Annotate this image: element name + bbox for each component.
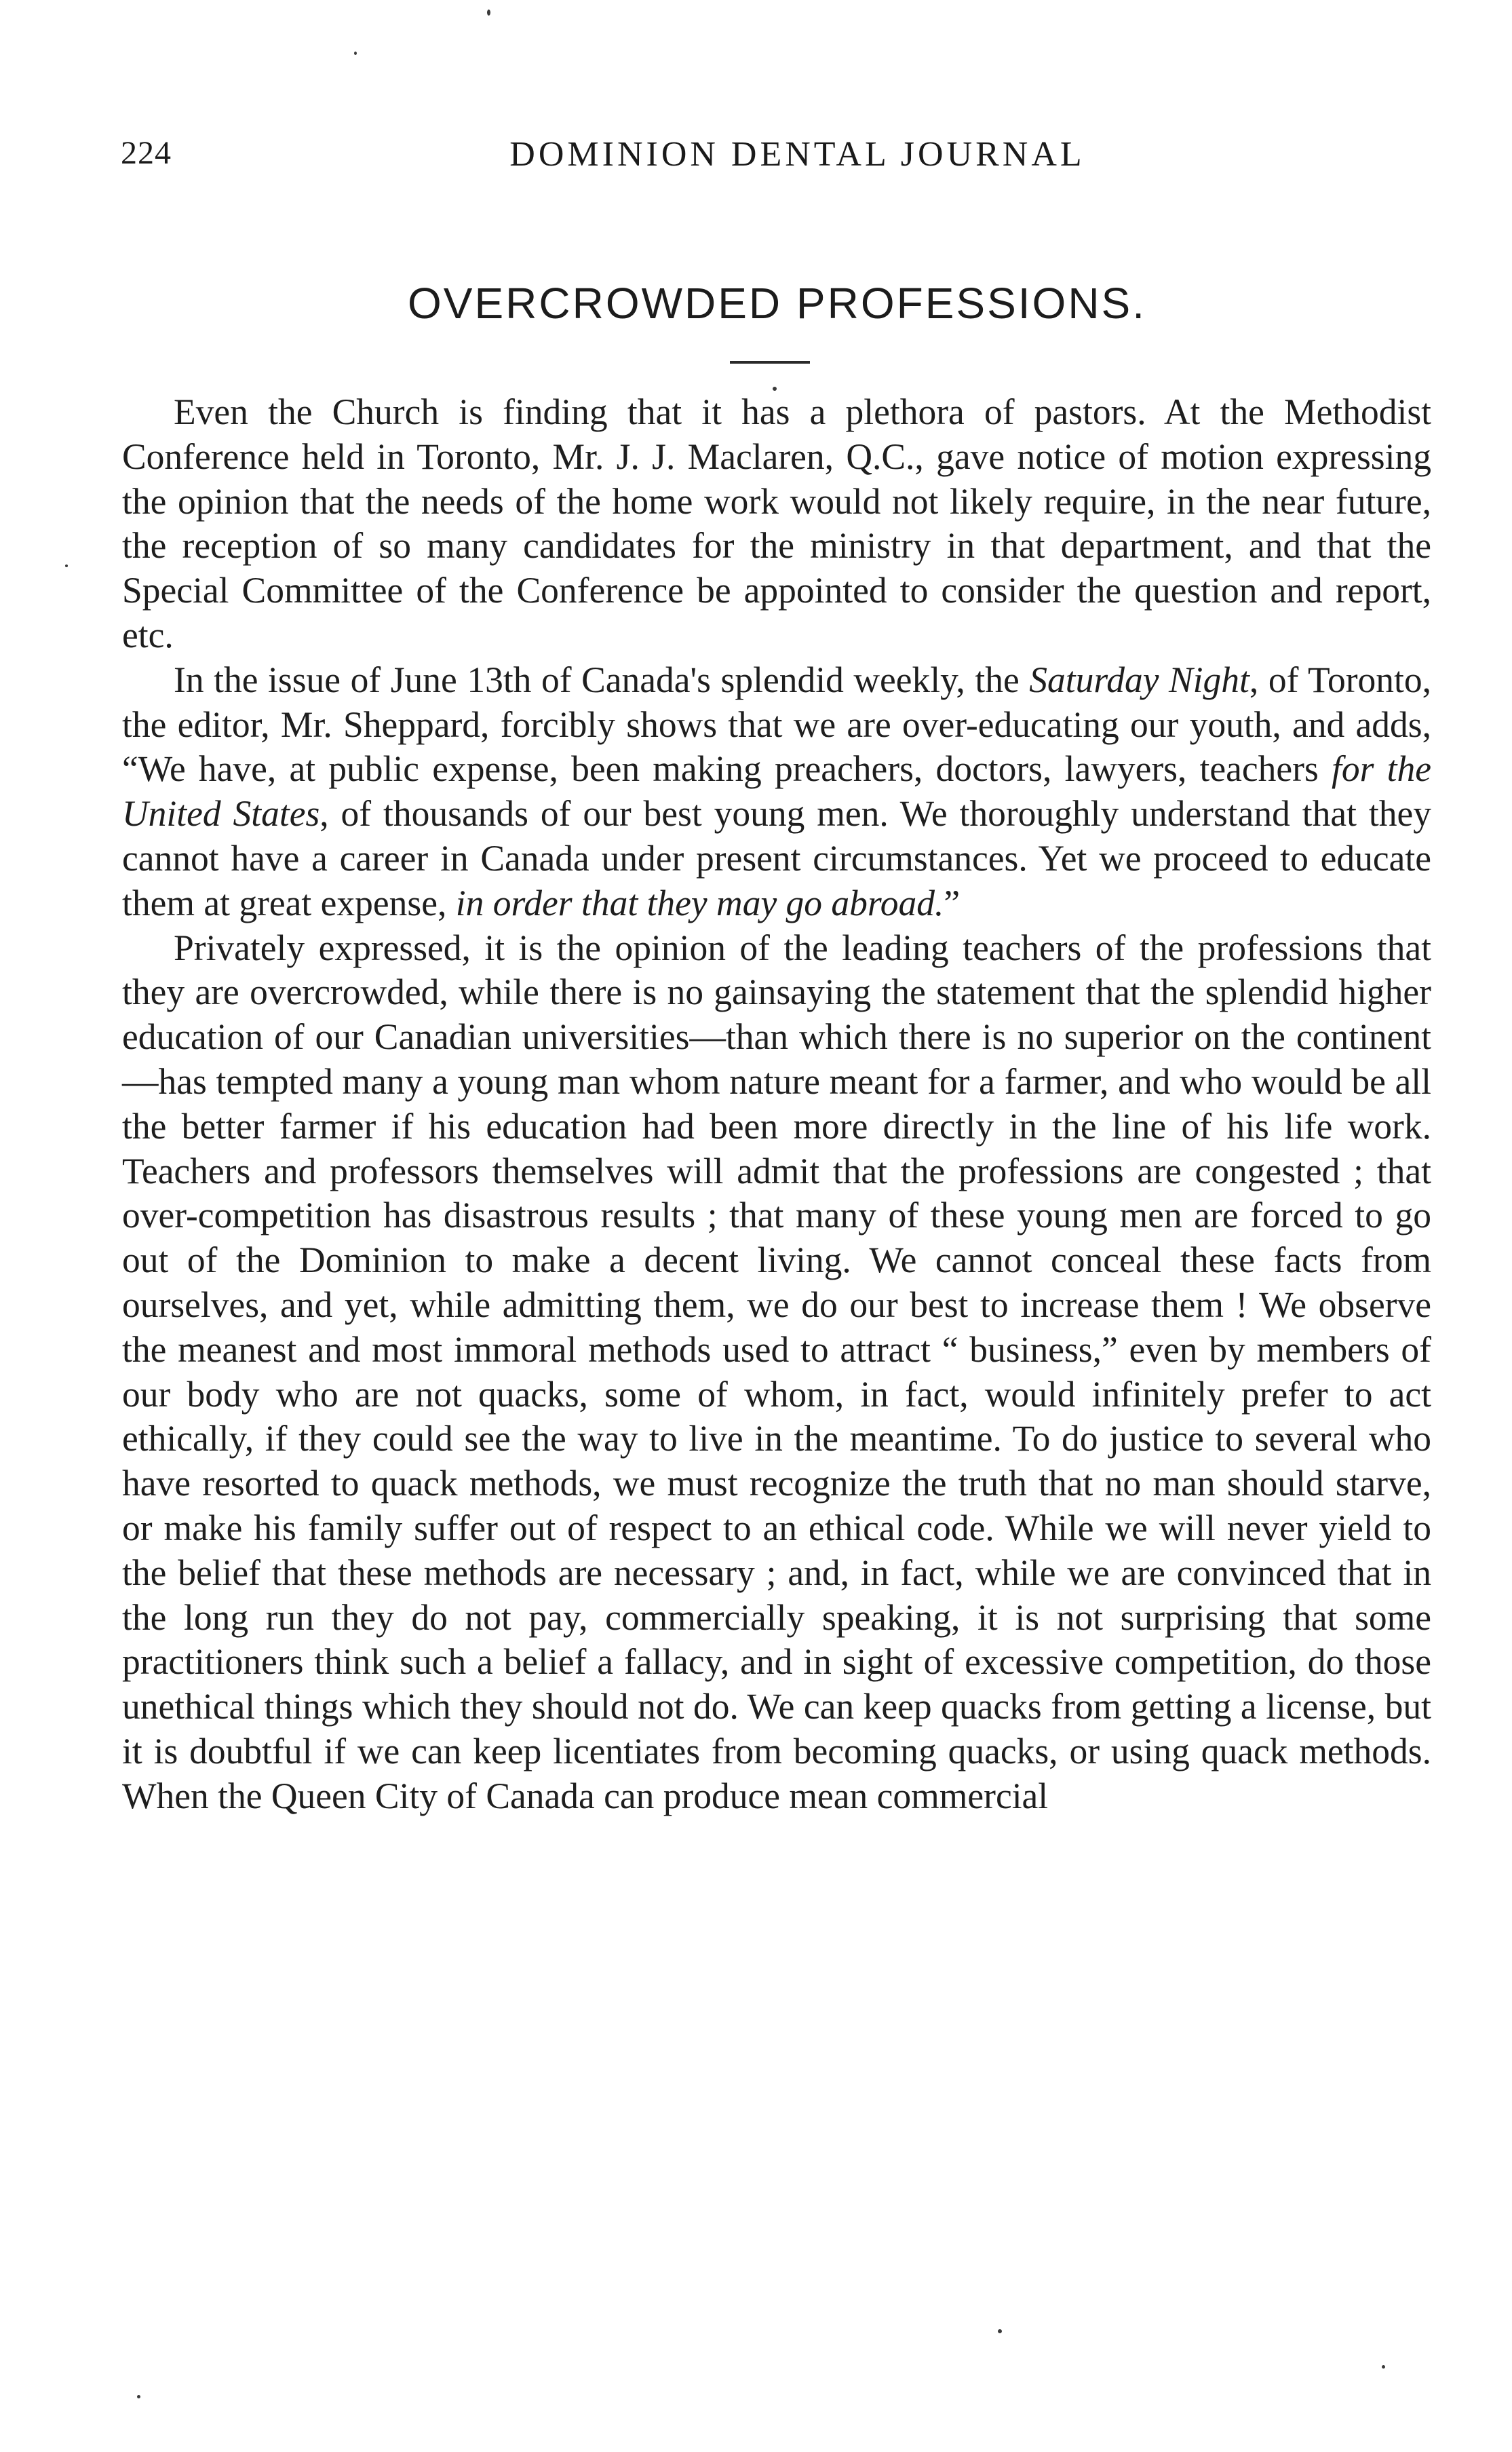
- article-title: OVERCROWDED PROFESSIONS.: [408, 279, 1146, 328]
- paragraph-church-plethora: Even the Church is finding that it has a plethora of pastors. At the Methodist Conference held in Toronto, Mr. J. J. Maclaren, Q.C., gave notice of motion expressing the opinion that the needs of the home work would not likely require, in the near future, the reception of so many candidates for the ministry in that department, and that the Special Committee of the Conference be appointed to consider the question and report, etc.: [122, 391, 1431, 655]
- paragraph-text-segment: , of Toronto, the editor, Mr. Sheppard, forcibly shows that we are over-educating our youth, and adds, “We have, at public expense, been making preachers, doctors, lawyers, teachers: [122, 659, 1432, 790]
- running-head-journal-title: DOMINION DENTAL JOURNAL: [509, 135, 1085, 174]
- scan-speck: [65, 564, 68, 567]
- paragraph-professions-overcrowded: Privately expressed, it is the opinion of the leading teachers of the professions that they are overcrowded, while there is no gainsaying the statement that the splendid higher education of our Canadian universities—than which there is no superior on the continent—has tempted many a young man whom nature meant for a farmer, and who would be all the better farmer if his education had been more directly in the line of his life work. Teachers and professors themselves will admit that the professions are congested ; that over-competition has disastrous results ; that many of these young men are forced to go out of the Dominion to make a decent living. We cannot conceal these facts from ourselves, and yet, while admitting them, we do our best to increase them ! We observe the meanest and most immoral methods used to attract “ business,” even by members of our body who are not quacks, some of whom, in fact, would infinitely prefer to act ethically, if they could see the way to live in the meantime. To do justice to several who have resorted to quack methods, we must recognize the truth that no man should starve, or make his family suffer out of respect to an ethical code. While we will never yield to the belief that these methods are necessary ; and, in fact, while we are convinced that in the long run they do not pay, commercially speaking, it is not surprising that some practitioners think such a belief a fallacy, and in sight of excessive competition, do those unethical things which they should not do. We can keep quacks from getting a license, but it is doubtful if we can keep licentiates from becoming quacks, or using quack methods. When the Queen City of Canada can produce mean commercial: [122, 927, 1431, 1816]
- scan-speck: [137, 2395, 140, 2398]
- page-header: [121, 134, 1433, 195]
- scan-speck: [487, 9, 490, 16]
- paragraph-text-segment: , of thousands of our best young men. We thoroughly understand that they cannot have a career in Canada under present circumstances. Yet we proceed to educate them at great expense,: [122, 793, 1431, 923]
- page-number: 224: [121, 135, 172, 171]
- closing-quote: ”: [944, 882, 961, 923]
- title-rule-divider: [730, 361, 810, 364]
- publication-name-italic: Saturday Night: [1029, 659, 1249, 700]
- scan-speck: [773, 387, 777, 391]
- article-body: [122, 390, 1431, 1819]
- scan-speck: [998, 2329, 1002, 2333]
- scan-speck: [354, 52, 357, 55]
- scan-speck: [1382, 2365, 1385, 2369]
- paragraph-text-segment: In the issue of June 13th of Canada's splendid weekly, the: [174, 659, 1030, 700]
- emphasis-italic: for the United States: [122, 748, 1431, 835]
- emphasis-italic: in order that they may go abroad.: [455, 882, 944, 923]
- paragraph-saturday-night: [122, 658, 1431, 926]
